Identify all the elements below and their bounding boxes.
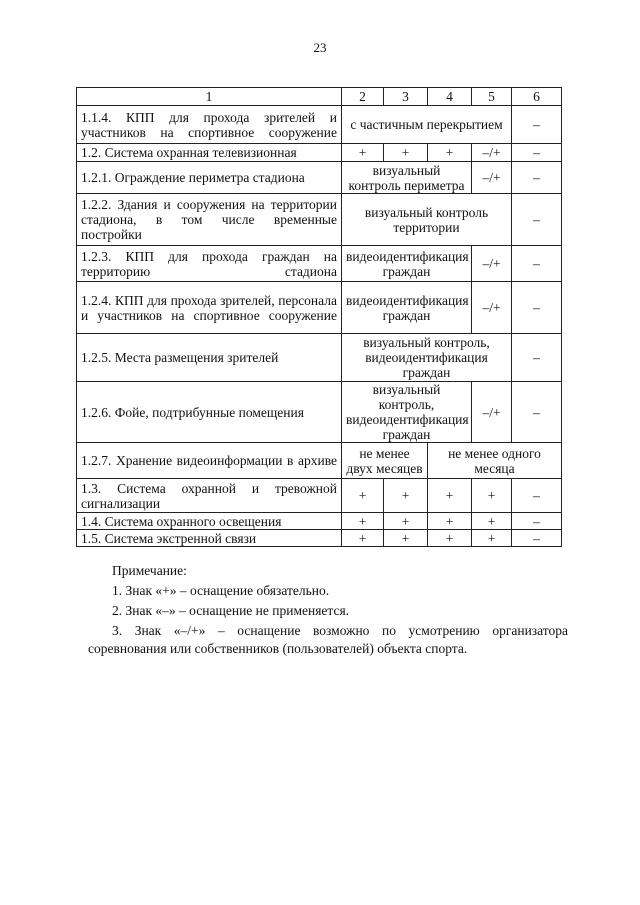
table-row bbox=[77, 144, 562, 162]
table-row bbox=[77, 334, 562, 382]
cell-col3: + bbox=[384, 479, 428, 513]
cell-col6: – bbox=[512, 106, 562, 144]
row-name: 1.2.4. КПП для прохода зрителей, персонала и участников на спортивное сооружение bbox=[77, 282, 342, 334]
cell-col6: – bbox=[512, 246, 562, 282]
header-cell: 1 bbox=[77, 88, 342, 106]
merged-cell: визуальный контроль, видеоидентификация граждан bbox=[342, 382, 472, 443]
cell-col6: – bbox=[512, 382, 562, 443]
row-name: 1.2.3. КПП для прохода граждан на территорию стадиона bbox=[77, 246, 342, 282]
table-row bbox=[77, 479, 562, 513]
row-name: 1.2.7. Хранение видеоинформации в архиве bbox=[77, 443, 342, 479]
table-row bbox=[77, 443, 562, 479]
cell-col6: – bbox=[512, 479, 562, 513]
cell-col5: –/+ bbox=[472, 246, 512, 282]
equipment-table bbox=[76, 87, 562, 547]
cell-col2: + bbox=[342, 530, 384, 547]
cell-col2: + bbox=[342, 479, 384, 513]
row-name: 1.2. Система охранная телевизионная bbox=[77, 144, 342, 162]
merged-cell: видеоидентификация граждан bbox=[342, 246, 472, 282]
cell-col2: + bbox=[342, 144, 384, 162]
note-item: 3. Знак «–/+» – оснащение возможно по усмотрению организатора соревнования или собственников (пользователей) объекта спорта. bbox=[88, 623, 568, 656]
cell-col5: + bbox=[472, 479, 512, 513]
cell-col5: –/+ bbox=[472, 282, 512, 334]
row-name: 1.2.2. Здания и сооружения на территории стадиона, в том числе временные постройки bbox=[77, 194, 342, 246]
cell-col5: –/+ bbox=[472, 144, 512, 162]
header-cell: 5 bbox=[472, 88, 512, 106]
row-name: 1.2.6. Фойе, подтрибунные помещения bbox=[77, 382, 342, 443]
table-row bbox=[77, 162, 562, 194]
cell-col6: – bbox=[512, 530, 562, 547]
row-name: 1.4. Система охранного освещения bbox=[77, 513, 342, 530]
merged-cell: визуальный контроль периметра bbox=[342, 162, 472, 194]
merged-cell: с частичным перекрытием bbox=[342, 106, 512, 144]
header-cell: 3 bbox=[384, 88, 428, 106]
cell-col4: + bbox=[428, 479, 472, 513]
cell-col6: – bbox=[512, 334, 562, 382]
cell-col4: + bbox=[428, 144, 472, 162]
notes-section bbox=[88, 562, 568, 660]
row-name: 1.3. Система охранной и тревожной сигнализации bbox=[77, 479, 342, 513]
row-name: 1.1.4. КПП для прохода зрителей и участников на спортивное сооружение bbox=[77, 106, 342, 144]
merged-cell: не менее двух месяцев bbox=[342, 443, 428, 479]
cell-col5: + bbox=[472, 530, 512, 547]
table-row bbox=[77, 513, 562, 530]
cell-col2: + bbox=[342, 513, 384, 530]
notes-title: Примечание: bbox=[112, 563, 187, 578]
header-cell: 2 bbox=[342, 88, 384, 106]
table-row bbox=[77, 246, 562, 282]
cell-col3: + bbox=[384, 530, 428, 547]
header-cell: 6 bbox=[512, 88, 562, 106]
cell-col5: –/+ bbox=[472, 162, 512, 194]
header-cell: 4 bbox=[428, 88, 472, 106]
table-row bbox=[77, 282, 562, 334]
table-row bbox=[77, 194, 562, 246]
cell-col3: + bbox=[384, 513, 428, 530]
table-row bbox=[77, 530, 562, 547]
merged-cell: визуальный контроль территории bbox=[342, 194, 512, 246]
cell-col6: – bbox=[512, 194, 562, 246]
cell-col4: + bbox=[428, 530, 472, 547]
merged-cell: визуальный контроль, видеоидентификация граждан bbox=[342, 334, 512, 382]
page-number: 23 bbox=[313, 40, 327, 55]
note-item: 2. Знак «–» – оснащение не применяется. bbox=[112, 603, 350, 618]
cell-col3: + bbox=[384, 144, 428, 162]
cell-col6: – bbox=[512, 162, 562, 194]
row-name: 1.5. Система экстренной связи bbox=[77, 530, 342, 547]
note-item: 1. Знак «+» – оснащение обязательно. bbox=[112, 583, 330, 598]
merged-cell: не менее одного месяца bbox=[428, 443, 562, 479]
cell-col4: + bbox=[428, 513, 472, 530]
table-header-row bbox=[77, 88, 562, 106]
table-row bbox=[77, 382, 562, 443]
row-name: 1.2.1. Ограждение периметра стадиона bbox=[77, 162, 342, 194]
table-row bbox=[77, 106, 562, 144]
row-name: 1.2.5. Места размещения зрителей bbox=[77, 334, 342, 382]
cell-col5: –/+ bbox=[472, 382, 512, 443]
merged-cell: видеоидентификация граждан bbox=[342, 282, 472, 334]
cell-col6: – bbox=[512, 282, 562, 334]
cell-col6: – bbox=[512, 144, 562, 162]
cell-col6: – bbox=[512, 513, 562, 530]
cell-col5: + bbox=[472, 513, 512, 530]
